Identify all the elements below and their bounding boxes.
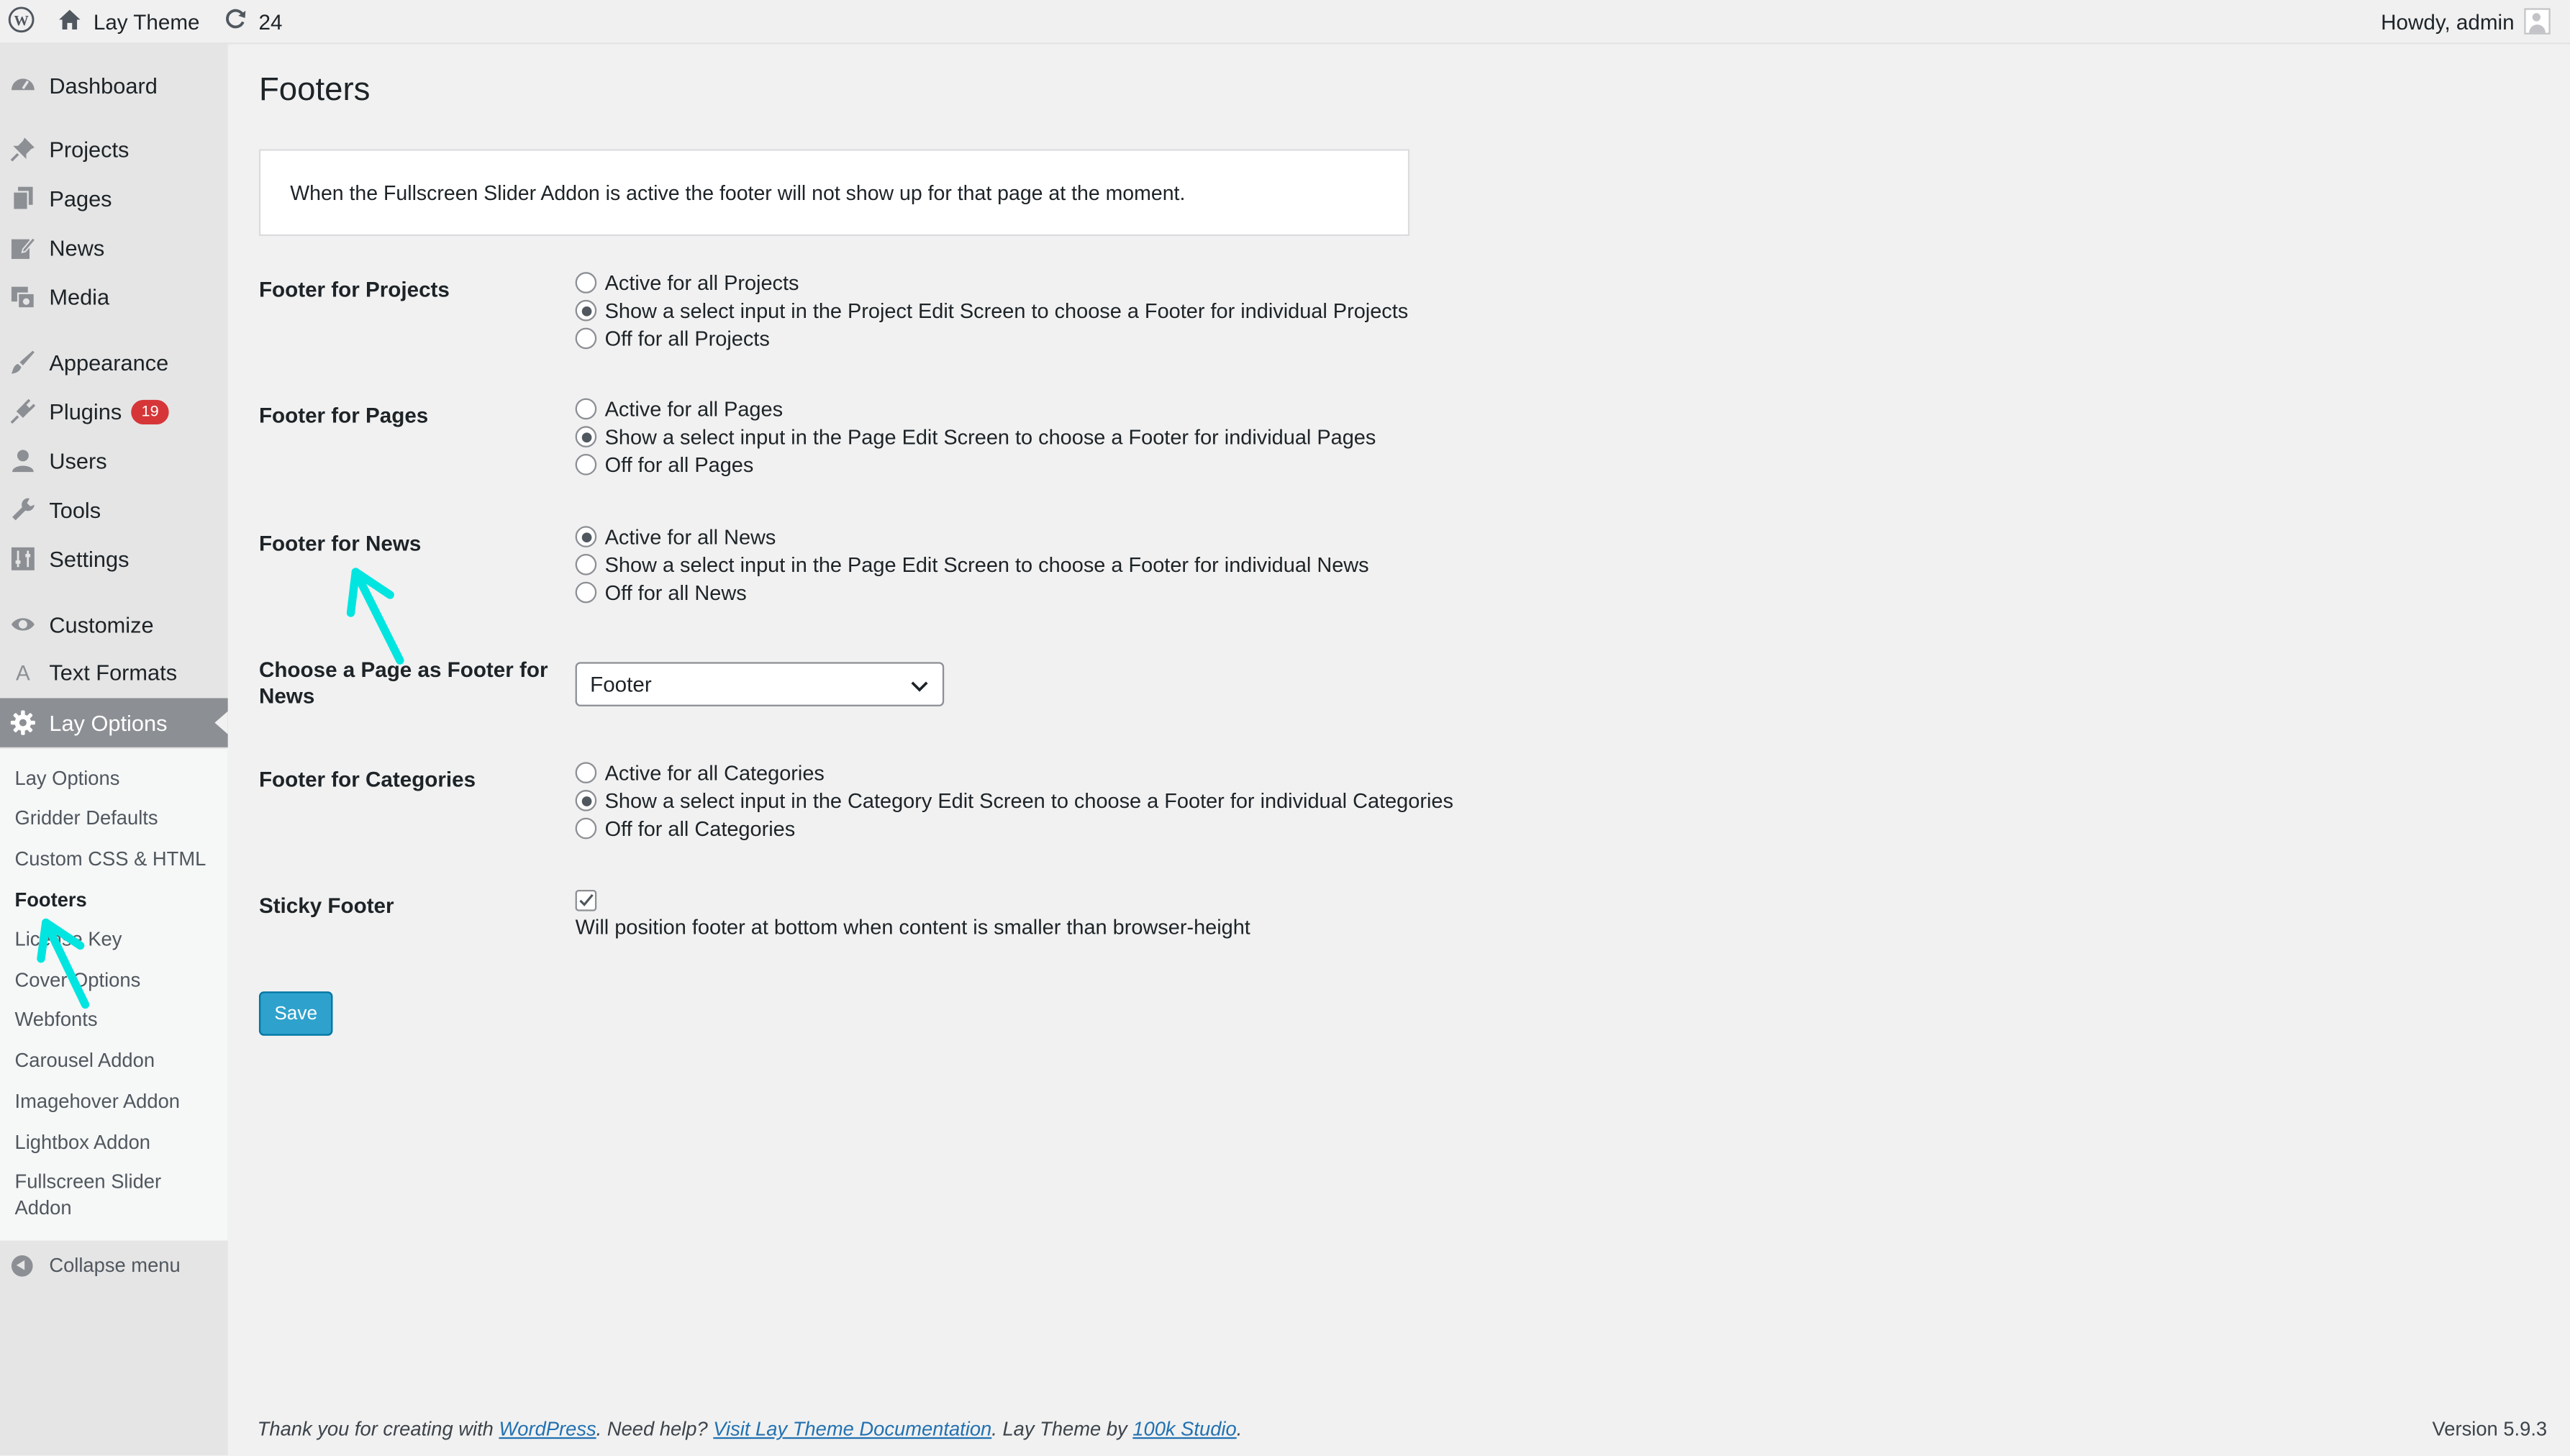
avatar <box>2524 8 2550 34</box>
submenu-item-custom-css-html[interactable]: Custom CSS & HTML <box>14 847 206 870</box>
footer-news-label: Footer for News <box>258 531 422 556</box>
sidebar-item-label: Lay Options <box>49 710 168 735</box>
radio-pages-off-all[interactable] <box>576 450 754 478</box>
radio-button[interactable] <box>576 762 597 783</box>
radio-projects-select-input[interactable] <box>576 296 1409 324</box>
sidebar-item-label: Pages <box>49 186 112 211</box>
news-footer-page-label-line2: News <box>258 683 315 709</box>
radio-pages-active-all[interactable] <box>576 395 783 423</box>
sidebar-item-news[interactable] <box>0 223 228 272</box>
radio-label: Show a select input in the Page Edit Screen to choose a Footer for individual Pages <box>604 425 1376 449</box>
sidebar-item-label: Media <box>49 284 110 309</box>
submenu-item-webfonts[interactable]: Webfonts <box>14 1008 98 1031</box>
sidebar-item-label: Settings <box>49 546 130 571</box>
account-menu[interactable] <box>2381 0 2551 42</box>
site-name-link[interactable] <box>58 7 200 35</box>
settings-icon <box>10 546 36 572</box>
sidebar-item-label: Appearance <box>49 350 169 375</box>
pin-icon <box>10 136 36 162</box>
footer-by-text: . Lay Theme by <box>991 1417 1133 1441</box>
plugin-icon <box>10 399 36 424</box>
submenu-item-imagehover-addon[interactable]: Imagehover Addon <box>14 1089 181 1113</box>
submenu-item-fullscreen-slider-addon[interactable]: Fullscreen Slider Addon <box>14 1170 162 1219</box>
studio-link[interactable]: 100k Studio <box>1132 1417 1237 1441</box>
eye-icon <box>10 611 36 637</box>
radio-button[interactable] <box>576 454 597 476</box>
sidebar-item-tools[interactable] <box>0 485 228 534</box>
footer-end-text: . <box>1236 1417 1243 1441</box>
footer-thanks-text: Thank you for creating with <box>257 1417 499 1441</box>
submenu-item-license-key[interactable]: License Key <box>14 927 122 951</box>
sticky-footer-label: Sticky Footer <box>258 893 394 918</box>
radio-label: Active for all Projects <box>604 271 799 294</box>
admin-sidebar <box>0 45 228 1455</box>
sidebar-item-plugins[interactable] <box>0 387 228 436</box>
radio-button[interactable] <box>576 426 597 447</box>
sidebar-item-appearance[interactable] <box>0 337 228 386</box>
radio-label: Off for all Pages <box>604 452 754 476</box>
brush-icon <box>10 349 36 375</box>
sidebar-item-media[interactable] <box>0 272 228 321</box>
sidebar-item-label: Plugins <box>49 399 122 424</box>
annotation-arrow-icon <box>336 562 418 668</box>
radio-button[interactable] <box>576 399 597 420</box>
radio-news-off-all[interactable] <box>576 578 747 606</box>
media-icon <box>10 283 36 309</box>
sticky-footer-description: Will position footer at bottom when content is smaller than browser-height <box>575 916 1250 939</box>
home-icon <box>58 7 82 35</box>
edit-icon <box>10 235 36 260</box>
sidebar-item-pages[interactable] <box>0 173 228 222</box>
radio-button[interactable] <box>576 526 597 547</box>
sidebar-item-label: Customize <box>49 611 154 637</box>
radio-news-active-all[interactable] <box>576 523 776 551</box>
sidebar-item-label: Projects <box>49 137 130 162</box>
user-icon <box>10 447 36 473</box>
sidebar-item-dashboard[interactable] <box>0 60 228 109</box>
radio-label: Off for all Categories <box>604 816 796 840</box>
admin-bar <box>0 0 2570 45</box>
sidebar-item-text-formats[interactable] <box>0 647 228 696</box>
sidebar-item-label: News <box>49 235 105 260</box>
radio-pages-select-input[interactable] <box>576 423 1376 451</box>
footer-credit <box>258 1418 1243 1441</box>
updates-icon <box>222 6 247 36</box>
submenu-item-carousel-addon[interactable]: Carousel Addon <box>14 1048 155 1072</box>
radio-button[interactable] <box>576 790 597 811</box>
radio-button[interactable] <box>576 328 597 350</box>
svg-text:A: A <box>16 661 30 686</box>
documentation-link[interactable]: Visit Lay Theme Documentation <box>713 1417 992 1441</box>
updates-count: 24 <box>258 9 283 34</box>
collapse-icon <box>12 1255 33 1276</box>
sidebar-item-label: Dashboard <box>49 73 158 98</box>
checkmark-icon <box>577 891 595 909</box>
radio-button[interactable] <box>576 582 597 604</box>
info-notice <box>259 149 1409 236</box>
sidebar-item-users[interactable] <box>0 436 228 485</box>
radio-button[interactable] <box>576 272 597 294</box>
howdy-text: Howdy, admin <box>2381 9 2515 34</box>
footer-help-text: . Need help? <box>596 1417 714 1441</box>
save-button[interactable]: Save <box>259 991 333 1036</box>
radio-categories-active-all[interactable] <box>576 759 825 787</box>
wrench-icon <box>10 496 36 522</box>
radio-label: Active for all Categories <box>604 761 825 785</box>
radio-projects-off-all[interactable] <box>576 324 770 352</box>
submenu-item-lay-options[interactable]: Lay Options <box>14 767 120 791</box>
sidebar-item-lay-options[interactable] <box>0 698 228 747</box>
sidebar-item-settings[interactable] <box>0 534 228 583</box>
radio-categories-select-input[interactable] <box>576 786 1453 814</box>
radio-categories-off-all[interactable] <box>576 814 796 842</box>
sticky-footer-checkbox[interactable] <box>576 890 597 911</box>
radio-news-select-input[interactable] <box>576 550 1369 578</box>
radio-label: Active for all News <box>604 525 776 549</box>
news-footer-page-label-line1: Choose a Page as Footer for <box>258 657 548 682</box>
submenu-item-gridder-defaults[interactable]: Gridder Defaults <box>14 806 158 829</box>
wordpress-logo-icon[interactable] <box>8 6 34 37</box>
radio-projects-active-all[interactable] <box>576 269 799 297</box>
pages-icon <box>10 185 36 211</box>
sidebar-item-projects[interactable] <box>0 124 228 173</box>
footer-categories-label: Footer for Categories <box>258 767 476 792</box>
notice-text: When the Fullscreen Slider Addon is active the footer will not show up for that page at the moment. <box>290 181 1186 204</box>
site-name: Lay Theme <box>93 9 200 34</box>
radio-label: Show a select input in the Page Edit Screen to choose a Footer for individual News <box>604 552 1369 576</box>
collapse-menu-button[interactable] <box>0 1242 228 1288</box>
chevron-down-icon <box>909 675 929 700</box>
submenu-item-cover-options[interactable]: Cover Options <box>14 968 141 992</box>
gear-icon <box>10 709 36 735</box>
sidebar-item-label: Tools <box>49 497 101 522</box>
dashboard-icon <box>10 72 36 98</box>
sidebar-item-label: Users <box>49 448 107 473</box>
radio-label: Show a select input in the Category Edit Screen to choose a Footer for individual Categories <box>604 788 1453 812</box>
submenu-item-footers[interactable]: Footers <box>14 888 87 911</box>
radio-button[interactable] <box>576 818 597 840</box>
updates-link[interactable] <box>222 6 282 36</box>
page-title: Footers <box>258 72 371 109</box>
sidebar-item-customize[interactable] <box>0 600 228 649</box>
select-value: Footer <box>590 672 652 697</box>
plugins-update-badge: 19 <box>132 399 168 424</box>
news-footer-page-select[interactable] <box>576 662 945 706</box>
radio-button[interactable] <box>576 554 597 575</box>
radio-label: Off for all News <box>604 581 747 604</box>
annotation-arrow-icon <box>26 911 108 1018</box>
sidebar-item-label: Text Formats <box>49 659 178 685</box>
version-text: Version 5.9.3 <box>2432 1417 2548 1441</box>
letter-a-icon <box>10 659 36 685</box>
radio-label: Off for all Projects <box>604 327 770 350</box>
footer-pages-label: Footer for Pages <box>258 403 429 428</box>
radio-label: Show a select input in the Project Edit Screen to choose a Footer for individual Projects <box>604 299 1409 322</box>
radio-label: Active for all Pages <box>604 397 784 421</box>
wordpress-link[interactable]: WordPress <box>499 1417 596 1441</box>
submenu-item-lightbox-addon[interactable]: Lightbox Addon <box>14 1130 151 1154</box>
svg-text:W: W <box>14 12 29 28</box>
collapse-menu-label: Collapse menu <box>49 1253 181 1277</box>
radio-button[interactable] <box>576 300 597 322</box>
footer-projects-label: Footer for Projects <box>258 276 450 302</box>
